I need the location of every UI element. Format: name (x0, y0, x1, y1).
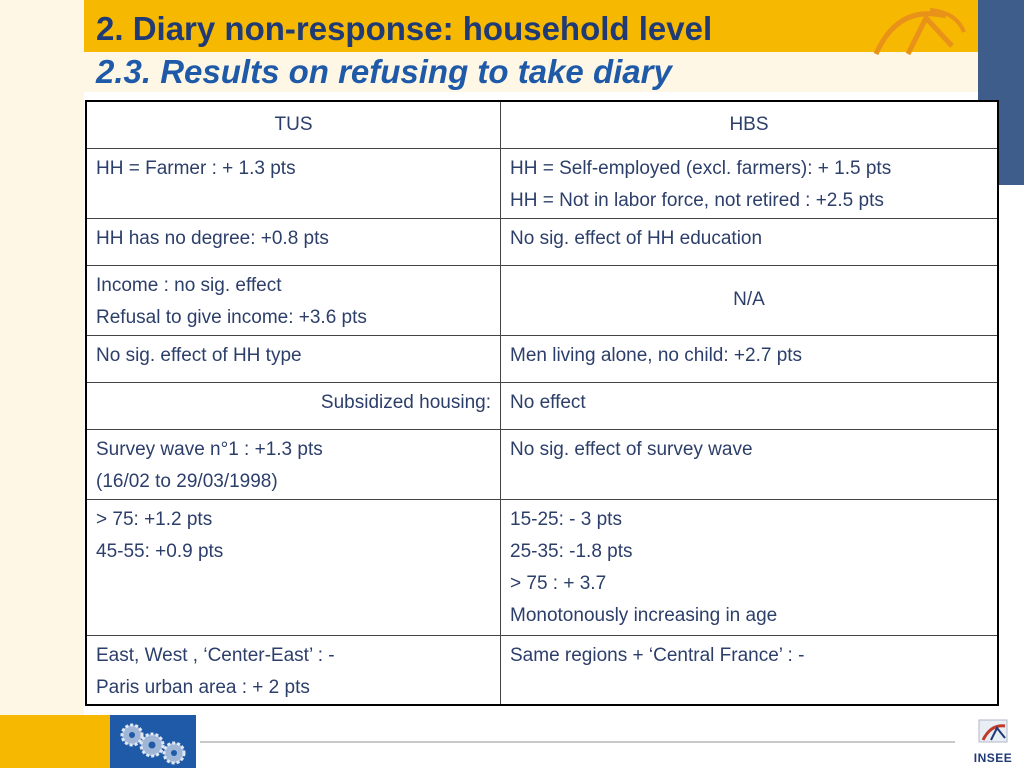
insee-logo-label: INSEE (973, 751, 1013, 765)
cell-line: (16/02 to 29/03/1998) (96, 470, 278, 492)
cell-line: No sig. effect of HH type (96, 344, 302, 366)
tus-cell (86, 265, 501, 335)
tus-cell (86, 218, 501, 265)
cell-line: No sig. effect of survey wave (510, 438, 753, 460)
tus-cell (86, 148, 501, 218)
cell-line: HH = Farmer : + 1.3 pts (96, 157, 296, 179)
column-header-tus: TUS (86, 101, 501, 148)
cell-line: No sig. effect of HH education (510, 227, 763, 249)
tus-cell (86, 499, 501, 635)
insee-logo-icon (965, 718, 1021, 752)
cell-line: Survey wave n°1 : +1.3 pts (96, 438, 323, 460)
hbs-cell (501, 635, 999, 705)
cell-line: 15-25: - 3 pts (510, 508, 622, 530)
slide-title: 2. Diary non-response: household level (96, 10, 713, 47)
tus-cell (86, 429, 501, 499)
cell-line: N/A (733, 289, 765, 310)
cell-line: HH = Not in labor force, not retired : +2.5 pts (510, 189, 884, 211)
tus-cell (86, 382, 501, 429)
cell-line: Monotonously increasing in age (510, 604, 778, 626)
gears-icon (110, 715, 196, 768)
hbs-cell (501, 265, 999, 335)
table-header-row (86, 101, 998, 148)
cell-line: Same regions + ‘Central France’ : - (510, 644, 805, 666)
table-row (86, 148, 998, 218)
cell-line: Refusal to give income: +3.6 pts (96, 306, 367, 328)
table-row (86, 635, 998, 705)
cell-line: Income : no sig. effect (96, 274, 282, 296)
column-header-hbs: HBS (501, 101, 999, 148)
cell-line: 25-35: -1.8 pts (510, 540, 633, 562)
tus-cell (86, 335, 501, 382)
table-row (86, 382, 998, 429)
cell-line: > 75: +1.2 pts (96, 508, 213, 530)
table-row (86, 429, 998, 499)
cell-line: Subsidized housing: (320, 391, 491, 413)
hbs-cell (501, 218, 999, 265)
insee-logo (965, 718, 1021, 766)
cell-line: HH has no degree: +0.8 pts (96, 227, 329, 249)
footer-orange-block (0, 715, 110, 768)
tus-cell (86, 635, 501, 705)
hbs-cell (501, 335, 999, 382)
table-row (86, 218, 998, 265)
cell-line: HH = Self-employed (excl. farmers): + 1.5 pts (510, 157, 892, 179)
table-row (86, 335, 998, 382)
hbs-cell (501, 382, 999, 429)
table-row (86, 265, 998, 335)
insee-arc-logo-icon (868, 2, 968, 62)
hbs-cell (501, 148, 999, 218)
table-row (86, 499, 998, 635)
cell-line: East, West , ‘Center-East’ : - (96, 644, 335, 666)
cell-line: > 75 : + 3.7 (510, 572, 607, 594)
slide-subtitle: 2.3. Results on refusing to take diary (96, 53, 672, 90)
cell-line: No effect (510, 391, 586, 413)
hbs-cell (501, 499, 999, 635)
footer-gears-image (110, 715, 196, 768)
hbs-cell (501, 429, 999, 499)
left-decor-strip (0, 0, 84, 715)
cell-line: Paris urban area : + 2 pts (96, 676, 310, 698)
results-table (85, 100, 999, 706)
cell-line: 45-55: +0.9 pts (96, 540, 224, 562)
cell-line: Men living alone, no child: +2.7 pts (510, 344, 803, 366)
footer-divider (200, 741, 955, 743)
